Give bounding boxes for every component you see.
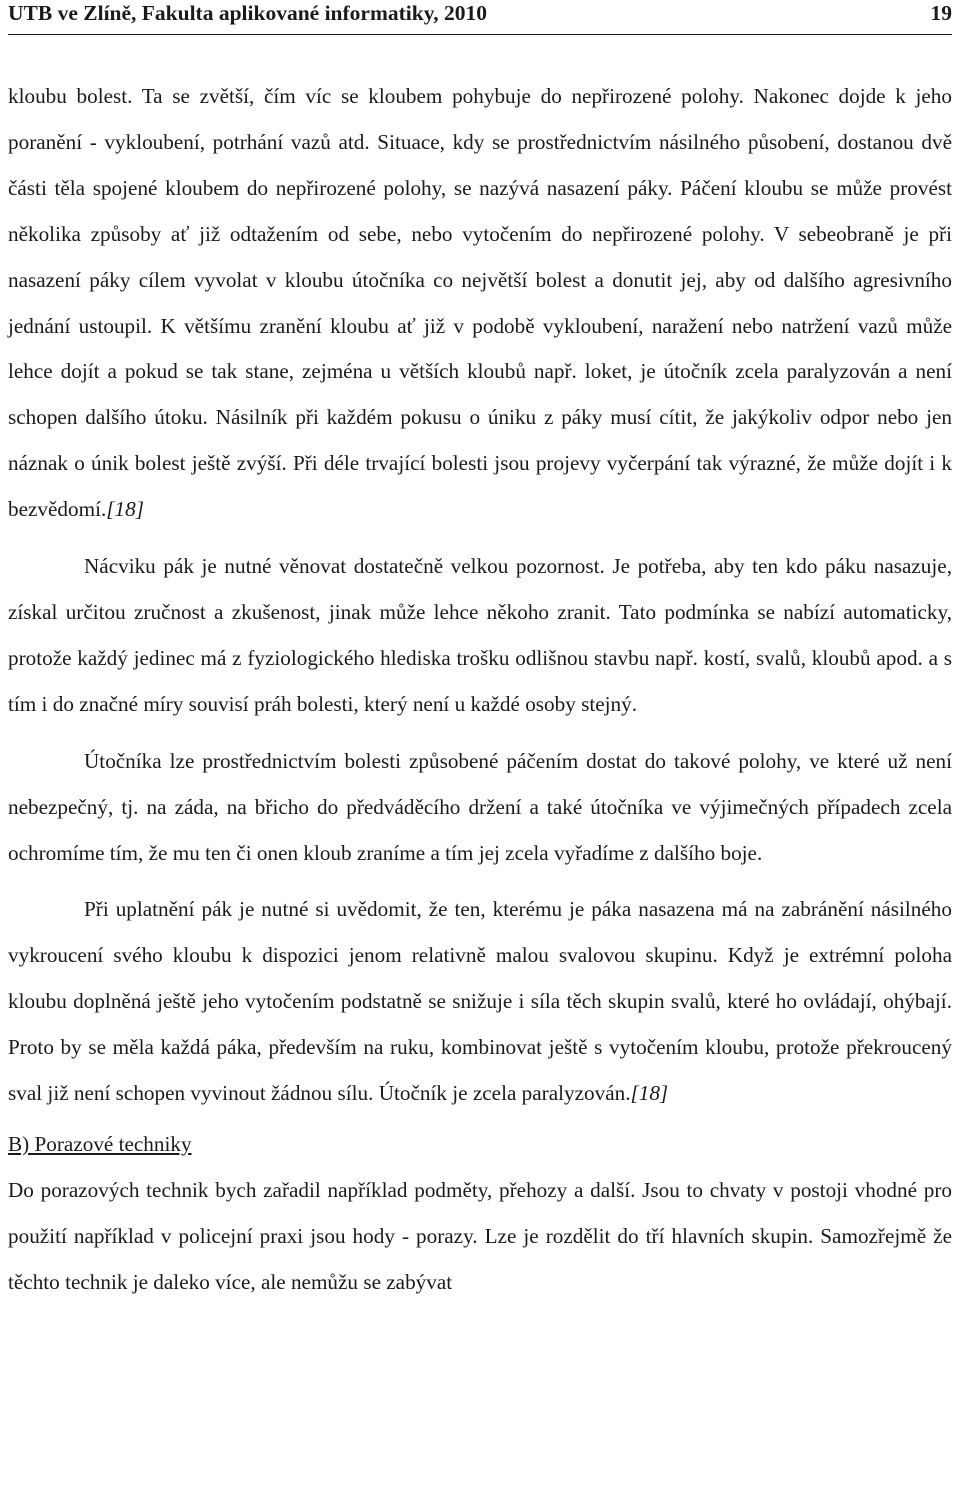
citation: [18] [106,497,144,522]
paragraph-text: Do porazových technik bych zařadil například podměty, přehozy a další. Jsou to chvaty v postoji vhodné pro použití například v policejní praxi jsou hody - porazy. Lze je rozdělit do tří hlavních skupin. Samozřejmě že těchto technik je daleko více, ale nemůžu se zabývat [8,1177,952,1294]
paragraph-text: kloubu bolest. Ta se zvětší, čím víc se kloubem pohybuje do nepřirozené polohy. Nakonec dojde k jeho poranění - vykloubení, potrhání vazů atd. Situace, kdy se prostřednictvím násilného působení, dostanou dvě části těla spojené kloubem do nepřirozené polohy, se nazývá nasazení páky. Páčení kloubu se může provést několika způsoby ať již odtažením od sebe, nebo vytočením do nepřirozené polohy. V sebeobraně je při nasazení páky cílem vyvolat v kloubu útočníka co největší bolest a donutit jej, aby od dalšího agresivního jednání ustoupil. K většímu zranění kloubu ať již v podobě vykloubení, naražení nebo natržení vazů může lehce dojít a pokud se tak stane, zejména u větších kloubů např. loket, je útočník zcela paralyzován a není schopen dalšího útoku. Násilník při každém pokusu o úniku z páky musí cítit, že jakýkoliv odpor nebo jen náznak o únik bolest ještě zvýší. Při déle trvající bolesti jsou projevy vyčerpání tak výrazné, že může dojít i k bezvědomí. [8,84,952,522]
page-number: 19 [930,1,952,25]
section-paragraph [8,1168,952,1306]
paragraph-4 [8,887,952,1117]
document-title: UTB ve Zlíně, Fakulta aplikované informatiky, 2010 [8,1,488,25]
section-heading: B) Porazové techniky [8,1131,192,1156]
paragraph-text: Útočníka lze prostřednictvím bolesti způsobené páčením dostat do takové polohy, ve které už není nebezpečný, tj. na záda, na břicho do předváděcího držení a také útočníka ve výjimečných případech zcela ochromíme tím, že mu ten či onen kloub zraníme a tím jej zcela vyřadíme z dalšího boje. [8,748,952,865]
paragraph-3 [8,739,952,877]
paragraph-text: Nácviku pák je nutné věnovat dostatečně velkou pozornost. Je potřeba, aby ten kdo páku nasazuje, získal určitou zručnost a zkušenost, jinak může lehce někoho zranit. Tato podmínka se nabízí automaticky, protože každý jedinec má z fyziologického hlediska trošku odlišnou stavbu např. kostí, svalů, kloubů apod. a s tím i do značné míry souvisí práh bolesti, který není u každé osoby stejný. [8,554,952,716]
page-header [8,0,952,35]
citation: [18] [630,1081,669,1106]
paragraph-text: Při uplatnění pák je nutné si uvědomit, že ten, kterému je páka nasazena má na zabránění násilného vykroucení svého kloubu k dispozici jenom relativně malou svalovou skupinu. Když je extrémní poloha kloubu doplněná ještě jeho vytočením podstatně se snižuje i síla těch skupin svalů, které ho ovládají, ohýbají. Proto by se měla každá páka, především na ruku, kombinovat ještě s vytočením kloubu, protože překroucený sval již není schopen vyvinout žádnou sílu. Útočník je zcela paralyzován. [8,897,952,1106]
paragraph-2 [8,544,952,728]
document-body [8,74,952,1306]
paragraph-1 [8,74,952,533]
